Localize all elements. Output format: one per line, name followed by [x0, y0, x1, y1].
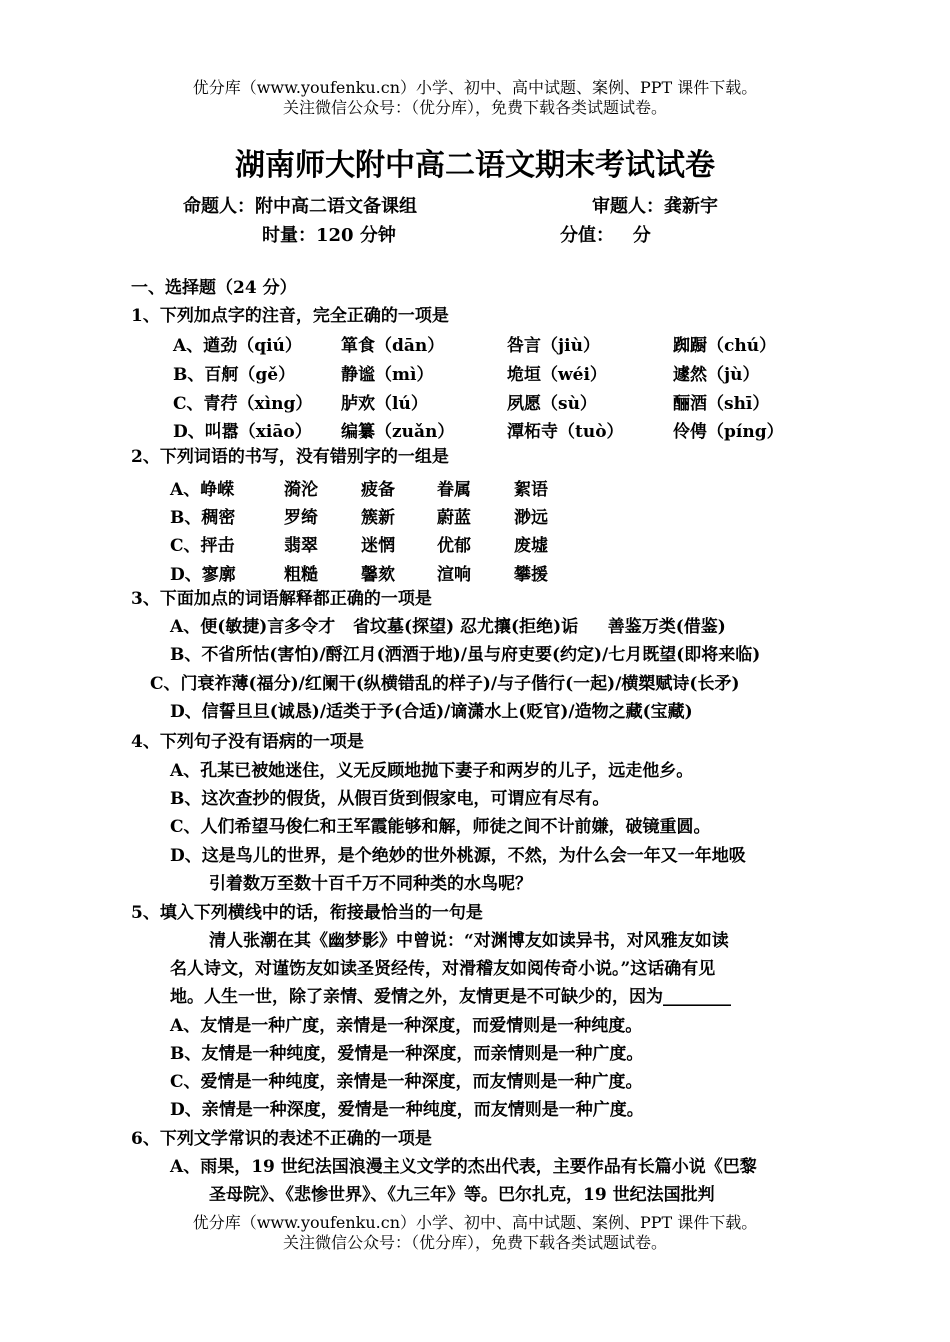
q3-option-c: C、门衰祚薄(福分)/红阑干(纵横错乱的样子)/与子偕行(一起)/横槊赋诗(长矛) [150, 674, 740, 694]
q2-a-3: 疲备 [361, 480, 395, 500]
q1-b-2: 静谧（mì） [341, 365, 434, 385]
q1-c-3: 夙愿（sù） [507, 394, 597, 414]
q2-c-3: 迷惘 [361, 536, 395, 556]
q2-a-1: A、峥嵘 [170, 480, 235, 500]
q5-passage-1: 清人张潮在其《幽梦影》中曾说：“对渊博友如读异书，对风雅友如读 [209, 931, 729, 951]
header-line-2: 关注微信公众号：（优分库），免费下载各类试题试卷。 [282, 98, 667, 117]
header-line-1: 优分库（www.youfenku.cn）小学、初中、高中试题、案例、PPT 课件下载。 [192, 78, 758, 97]
q1-row-c [173, 389, 813, 413]
q2-row-b [170, 503, 590, 527]
q4-stem: 4、下列句子没有语病的一项是 [131, 732, 364, 752]
score-info: 分值： 分 [560, 225, 651, 246]
reviewer-info: 审题人：龚新宇 [592, 196, 718, 217]
q4-option-d-line2: 引着数万至数十百千万不同种类的水鸟呢？ [209, 874, 532, 894]
q5-passage-3: 地。人生一世，除了亲情、爱情之外，友情更是不可缺少的，因为________ [170, 987, 731, 1007]
q1-b-3: 垝垣（wéi） [507, 365, 607, 385]
q1-a-1: A、遒劲（qiú） [173, 336, 302, 356]
q2-c-5: 废墟 [514, 536, 548, 556]
q3-option-d: D、信誓旦旦(诚恳)/适类于予(合适)/谪潇水上(贬官)/造物之藏(宝藏) [170, 702, 693, 722]
q4-option-d-line1: D、这是鸟儿的世界，是个绝妙的世外桃源，不然，为什么会一年又一年地吸 [170, 846, 746, 866]
q1-row-b [173, 360, 813, 384]
q4-option-b: B、这次查抄的假货，从假百货到假家电，可谓应有尽有。 [170, 789, 610, 809]
q2-d-5: 攀援 [514, 565, 548, 585]
q1-stem: 1、下列加点字的注音，完全正确的一项是 [131, 306, 449, 326]
q1-a-4: 踟蹰（chú） [673, 336, 777, 356]
q5-stem: 5、填入下列横线中的话，衔接最恰当的一句是 [131, 903, 483, 923]
q2-d-1: D、寥廓 [170, 565, 236, 585]
q2-row-a [170, 475, 590, 499]
q2-row-d [170, 560, 590, 584]
q4-option-c: C、人们希望马俊仁和王军霞能够和解，师徒之间不计前嫌，破镜重圆。 [170, 817, 711, 837]
section-heading: 一、选择题（24 分） [131, 278, 297, 298]
time-info: 时量：120 分钟 [262, 225, 396, 246]
q2-c-1: C、抨击 [170, 536, 235, 556]
q5-passage-2: 名人诗文，对谨饬友如读圣贤经传，对滑稽友如阅传奇小说。”这话确有见 [170, 959, 716, 979]
footer-line-1: 优分库（www.youfenku.cn）小学、初中、高中试题、案例、PPT 课件下载。 [192, 1213, 758, 1232]
q2-c-2: 翡翠 [284, 536, 318, 556]
q1-c-1: C、青荇（xìng） [173, 394, 313, 414]
page-title: 湖南师大附中高二语文期末考试试卷 [235, 148, 715, 183]
q5-option-a: A、友情是一种广度，亲情是一种深度，而爱情则是一种纯度。 [170, 1016, 643, 1036]
q2-b-5: 渺远 [514, 508, 548, 528]
q1-d-1: D、叫嚣（xiāo） [173, 422, 312, 442]
q1-b-1: B、百舸（gě） [173, 365, 296, 385]
q5-option-d: D、亲情是一种深度，爱情是一种纯度，而友情则是一种广度。 [170, 1100, 644, 1120]
q1-b-4: 遽然（jù） [673, 365, 760, 385]
q3-option-b: B、不省所怙(害怕)/酹江月(洒酒于地)/虽与府吏要(约定)/七月既望(即将来临) [170, 645, 761, 665]
q2-b-3: 簇新 [361, 508, 395, 528]
q2-row-c [170, 531, 590, 555]
q6-option-a-line1: A、雨果，19 世纪法国浪漫主义文学的杰出代表，主要作品有长篇小说《巴黎 [170, 1157, 757, 1177]
q1-d-4: 伶俜（píng） [673, 422, 784, 442]
q2-a-4: 眷属 [437, 480, 471, 500]
q2-b-1: B、稠密 [170, 508, 236, 528]
q2-a-5: 絮语 [514, 480, 548, 500]
q1-d-3: 潭柘寺（tuò） [507, 422, 624, 442]
q2-a-2: 漪沦 [284, 480, 318, 500]
q2-c-4: 优郁 [437, 536, 471, 556]
q2-d-2: 粗糙 [284, 565, 318, 585]
q5-option-b: B、友情是一种纯度，爱情是一种深度，而亲情则是一种广度。 [170, 1044, 644, 1064]
q4-option-a: A、孔某已被她迷住，义无反顾地抛下妻子和两岁的儿子，远走他乡。 [170, 761, 694, 781]
q1-row-d [173, 417, 813, 441]
q2-d-3: 馨欬 [361, 565, 395, 585]
q1-row-a [173, 331, 813, 355]
q6-stem: 6、下列文学常识的表述不正确的一项是 [131, 1129, 432, 1149]
q2-b-2: 罗绮 [284, 508, 318, 528]
q1-c-4: 酾酒（shī） [673, 394, 770, 414]
author-info: 命题人：附中高二语文备课组 [183, 196, 417, 217]
q3-option-a: A、便(敏捷)言多令才 省坟墓(探望) 忍尤攘(拒绝)诟 善鉴万类(借鉴) [170, 617, 726, 637]
q6-option-a-line2: 圣母院》、《悲惨世界》、《九三年》等。巴尔扎克，19 世纪法国批判 [209, 1185, 715, 1205]
q2-stem: 2、下列词语的书写，没有错别字的一组是 [131, 447, 449, 467]
q2-d-4: 渲响 [437, 565, 471, 585]
q1-c-2: 胪欢（lú） [341, 394, 428, 414]
q1-a-2: 箪食（dān） [341, 336, 445, 356]
q1-a-3: 咎言（jiù） [507, 336, 600, 356]
q5-option-c: C、爱情是一种纯度，亲情是一种深度，而友情则是一种广度。 [170, 1072, 643, 1092]
footer-line-2: 关注微信公众号：（优分库），免费下载各类试题试卷。 [282, 1233, 667, 1252]
q2-b-4: 蔚蓝 [437, 508, 471, 528]
q1-d-2: 编纂（zuǎn） [341, 422, 455, 442]
q3-stem: 3、下面加点的词语解释都正确的一项是 [131, 589, 432, 609]
